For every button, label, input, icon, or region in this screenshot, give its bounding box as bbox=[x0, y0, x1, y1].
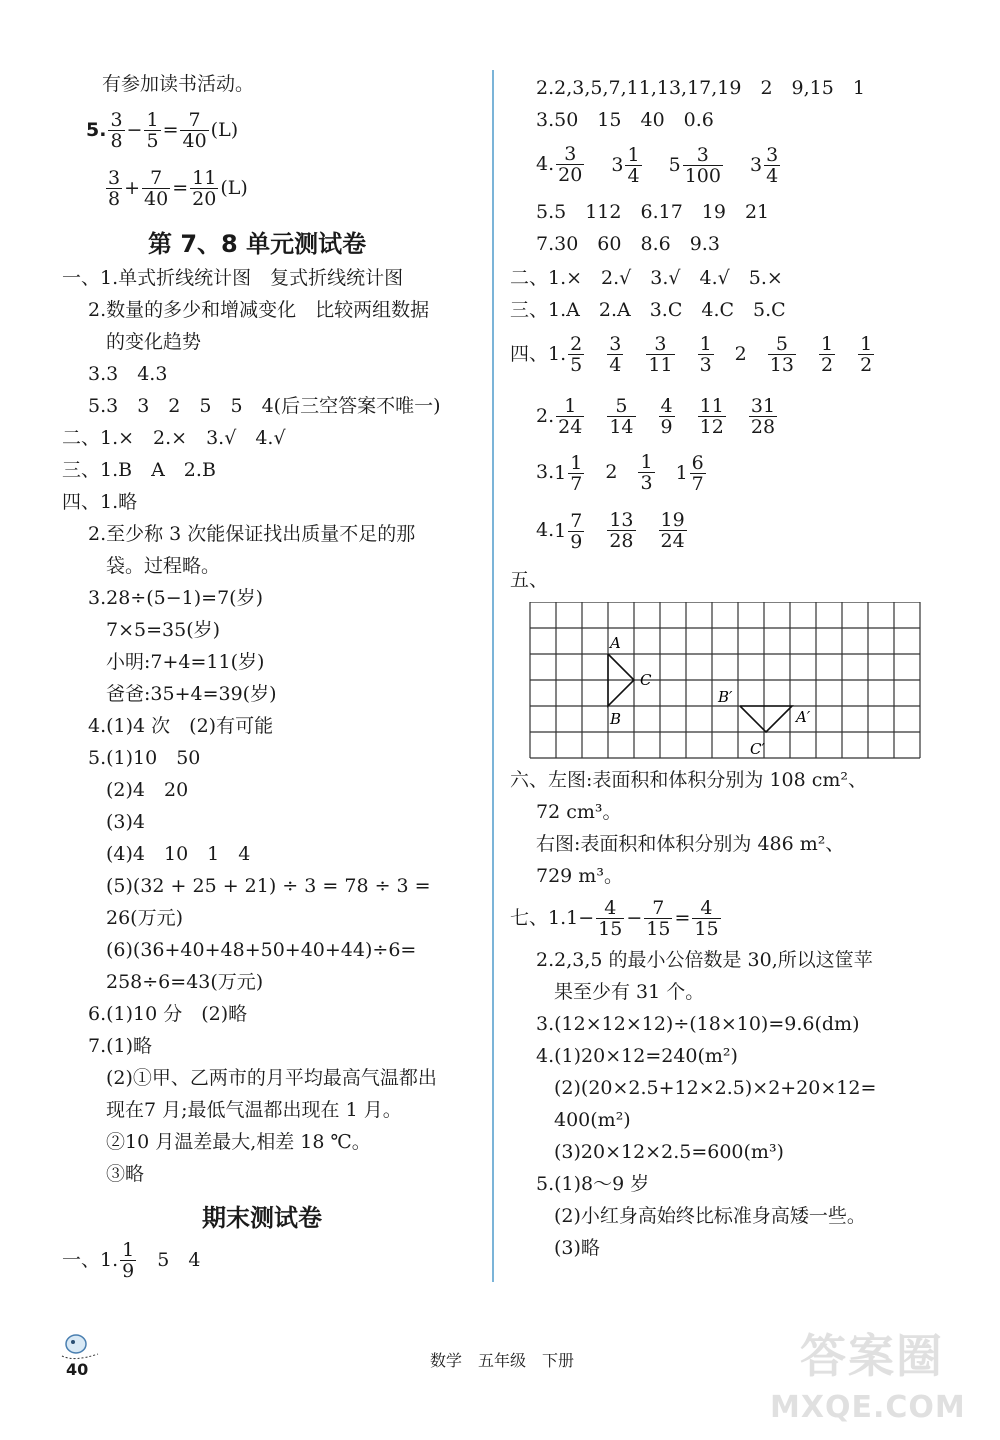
text-line: 二、1.× 2.√ 3.√ 4.√ 5.× bbox=[510, 267, 783, 289]
text-line: 五、 bbox=[510, 569, 549, 591]
fraction: $\frac{7}{40}$ bbox=[182, 109, 207, 152]
equation-line: 七、1.1− $\frac{4}{15}$ − $\frac{7}{15}$ = $\frac{4}{15}$ bbox=[510, 897, 719, 940]
text-line: 5.3 3 2 5 5 4(后三空答案不唯一) bbox=[88, 395, 441, 417]
equation-line: 4.1 $\frac{7}{9}$ $\frac{13}{28}$ $\frac{19}{24}$ bbox=[536, 509, 685, 553]
text-line: 二、1.× 2.× 3.√ 4.√ bbox=[62, 427, 286, 449]
text-line: 右图:表面积和体积分别为 486 m²、 bbox=[536, 833, 845, 855]
fraction: $\frac{19}{24}$ bbox=[660, 509, 685, 552]
fraction: $\frac{1}{5}$ bbox=[146, 109, 159, 152]
triangle-abc-prime bbox=[740, 706, 792, 732]
fraction: $\frac{3}{8}$ bbox=[108, 167, 121, 210]
label-b: B bbox=[610, 710, 622, 728]
text-line: 爸爸:35+4=39(岁) bbox=[106, 683, 277, 705]
fraction: $\frac{7}{40}$ bbox=[144, 167, 169, 210]
label-a: A bbox=[610, 634, 621, 652]
equation-line: 一、1. $\frac{1}{9}$ 5 4 bbox=[62, 1239, 201, 1282]
label-b-prime: B′ bbox=[718, 688, 733, 706]
fraction: $\frac{1}{9}$ bbox=[122, 1239, 135, 1282]
equation-line: 4. $\frac{3}{20}$ 3 $\frac{1}{4}$ 5 $\frac{3}{100}$ 3 $\frac{3}{4}$ bbox=[536, 143, 779, 187]
text-line: 5.(1)8～9 岁 bbox=[536, 1173, 650, 1195]
text-line: 四、1.略 bbox=[62, 491, 138, 513]
text-line: 2.至少称 3 次能保证找出质量不足的那 bbox=[88, 523, 416, 545]
text-line: 六、左图:表面积和体积分别为 108 cm²、 bbox=[510, 769, 868, 791]
text-line: 7.(1)略 bbox=[88, 1035, 153, 1057]
text-line: (3)20×12×2.5=600(m³) bbox=[554, 1141, 784, 1163]
fraction: $\frac{3}{4}$ bbox=[609, 333, 622, 376]
text-line: 72 cm³。 bbox=[536, 801, 622, 823]
text-line: (6)(36+40+48+50+40+44)÷6= bbox=[106, 939, 417, 961]
text-line: ③略 bbox=[106, 1163, 145, 1185]
fraction: $\frac{5}{13}$ bbox=[769, 333, 794, 376]
text-line: 7.30 60 8.6 9.3 bbox=[536, 233, 720, 255]
text-line: (4)4 10 1 4 bbox=[106, 843, 251, 865]
text-line: (2)(20×2.5+12×2.5)×2+20×12= bbox=[554, 1077, 877, 1099]
label-c-prime: C′ bbox=[750, 740, 765, 758]
text-line: 小明:7+4=11(岁) bbox=[106, 651, 265, 673]
equation-line: $\frac{3}{8}$ + $\frac{7}{40}$ = $\frac{11}{20}$ (L) bbox=[108, 167, 248, 210]
text-line: ②10 月温差最大,相差 18 ℃。 bbox=[106, 1131, 371, 1153]
footer-subject: 数学 五年级 下册 bbox=[430, 1351, 575, 1370]
text-line: 26(万元) bbox=[106, 907, 184, 929]
text-line: 5.5 112 6.17 19 21 bbox=[536, 201, 770, 223]
text-line: 258÷6=43(万元) bbox=[106, 971, 264, 993]
fraction: $\frac{31}{28}$ bbox=[750, 395, 776, 438]
fraction: $\frac{2}{5}$ bbox=[570, 333, 583, 376]
text-line: 7×5=35(岁) bbox=[106, 619, 221, 641]
page-number: 40 bbox=[66, 1360, 89, 1379]
text-line: (3)4 bbox=[106, 811, 146, 833]
text-line: 6.(1)10 分 (2)略 bbox=[88, 1003, 248, 1025]
fraction: $\frac{4}{9}$ bbox=[660, 395, 673, 438]
right-column bbox=[510, 66, 940, 1286]
left-column bbox=[62, 66, 482, 1286]
equation-line: 3.1 $\frac{1}{7}$ 2 $\frac{1}{3}$ 1 $\frac{6}{7}$ bbox=[536, 451, 704, 495]
text-line: 3.50 15 40 0.6 bbox=[536, 109, 714, 131]
fraction: $\frac{1}{3}$ bbox=[699, 333, 712, 376]
text-line: 一、1.单式折线统计图 复式折线统计图 bbox=[62, 267, 404, 289]
text-line: 2.数量的多少和增减变化 比较两组数据 bbox=[88, 299, 430, 321]
text-line: 三、1.A 2.A 3.C 4.C 5.C bbox=[510, 299, 786, 321]
text-line: 3.28÷(5−1)=7(岁) bbox=[88, 587, 263, 609]
column-divider bbox=[492, 70, 494, 1282]
text-line: (2)①甲、乙两市的月平均最高气温都出 bbox=[106, 1067, 437, 1089]
text-line: 4.(1)4 次 (2)有可能 bbox=[88, 715, 274, 737]
section-heading: 期末测试卷 bbox=[202, 1204, 322, 1232]
text-line: 2.2,3,5 的最小公倍数是 30,所以这筐苹 bbox=[536, 949, 873, 971]
text-line: 4.(1)20×12=240(m²) bbox=[536, 1045, 738, 1067]
text-line: 729 m³。 bbox=[536, 865, 623, 887]
text-line: 2.2,3,5,7,11,13,17,19 2 9,15 1 bbox=[536, 77, 865, 99]
text-line: 三、1.B A 2.B bbox=[62, 459, 216, 481]
equation-line: 2. $\frac{1}{24}$ $\frac{5}{14}$ $\frac{4}{9}$ $\frac{11}{12}$ $\frac{31}{28}$ bbox=[536, 395, 776, 438]
equation-line: 5. $\frac{3}{8}$ − $\frac{1}{5}$ = $\frac{7}{40}$ (L) bbox=[86, 109, 239, 152]
equation-line: 四、1. $\frac{2}{5}$ $\frac{3}{4}$ $\frac{3}{11}$ $\frac{1}{3}$ 2 $\frac{5}{13}$ $\frac{1}{2}$ $\frac{1}{2}$ bbox=[510, 333, 873, 376]
text-line: (5)(32 + 25 + 21) ÷ 3 = 78 ÷ 3 = bbox=[106, 875, 431, 897]
fraction: $\frac{1}{24}$ bbox=[558, 395, 583, 438]
fraction: $\frac{5}{14}$ bbox=[609, 395, 634, 438]
text-line: 果至少有 31 个。 bbox=[554, 981, 705, 1003]
text-line: 400(m²) bbox=[554, 1109, 631, 1131]
fraction: $\frac{3}{8}$ bbox=[110, 109, 123, 152]
fraction: $\frac{13}{28}$ bbox=[609, 509, 634, 552]
label-a-prime: A′ bbox=[796, 708, 811, 726]
fraction: $\frac{3}{11}$ bbox=[648, 333, 673, 376]
section-heading: 第 7、8 单元测试卷 bbox=[148, 230, 367, 258]
fraction: $\frac{1}{2}$ bbox=[820, 333, 834, 376]
text-line: 5.(1)10 50 bbox=[88, 747, 201, 769]
fraction: $\frac{11}{12}$ bbox=[699, 395, 724, 438]
fraction: $\frac{1}{2}$ bbox=[860, 333, 873, 376]
label-c: C bbox=[640, 671, 652, 689]
text-line: (3)略 bbox=[554, 1237, 600, 1259]
text-line: (2)4 20 bbox=[106, 779, 189, 801]
text-line: 现在7 月;最低气温都出现在 1 月。 bbox=[106, 1099, 402, 1121]
text-line: 袋。过程略。 bbox=[106, 555, 221, 577]
text-line: 3.3 4.3 bbox=[88, 363, 168, 385]
fraction: $\frac{11}{20}$ bbox=[192, 167, 217, 210]
grid-figure bbox=[528, 602, 924, 760]
watermark-text: 答案圈 bbox=[800, 1329, 944, 1383]
mascot-icon bbox=[60, 1332, 100, 1360]
text-line: 有参加读书活动。 bbox=[102, 73, 255, 95]
text-line: 的变化趋势 bbox=[106, 331, 202, 353]
watermark bbox=[770, 1320, 990, 1430]
text-line: (2)小红身高始终比标准身高矮一些。 bbox=[554, 1205, 866, 1227]
text-line: 3.(12×12×12)÷(18×10)=9.6(dm) bbox=[536, 1013, 860, 1035]
watermark-url: MXQE.COM bbox=[770, 1390, 966, 1425]
